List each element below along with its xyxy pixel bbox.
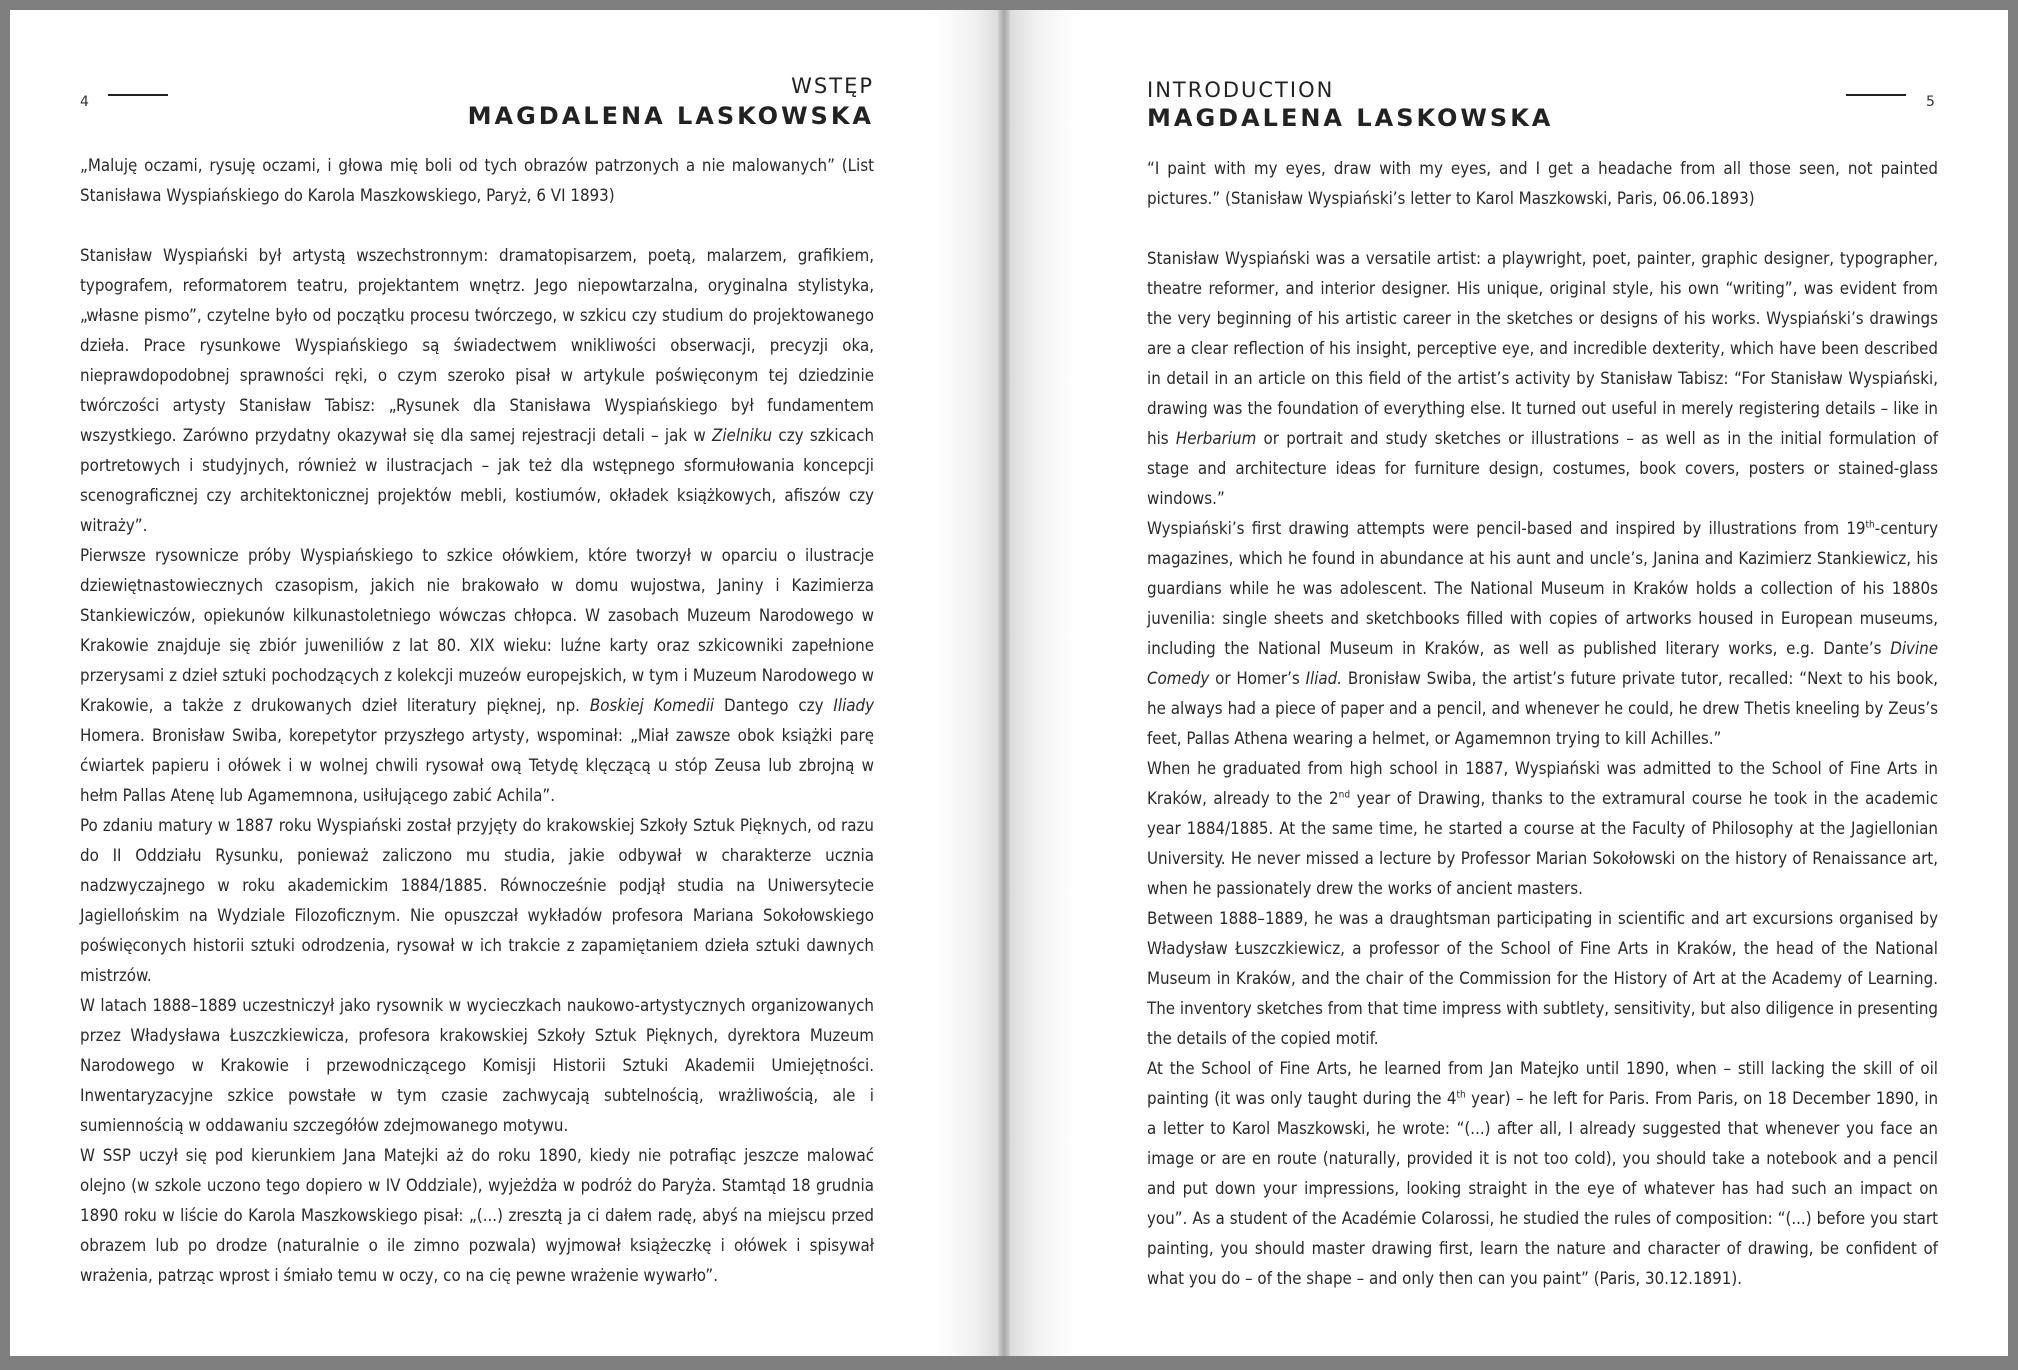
paragraph-4: W latach 1888–1889 uczestniczył jako rysownik w wycieczkach naukowo-artystycznych organizowanych przez Władysława Łuszczkiewicza, profesora krakowskiej Szkoły Sztuk Pięknych, dyrektora Muzeum Narodowego w Krakowie i przewodniczącego Komisji Historii Sztuki Akademii Umiejętności. Inwentaryzacyjne szkice powstałe w tym czasie zachwycają subtelnością, wrażliwością, ale i sumiennością w oddawaniu szczegółów zdejmowanego motywu. [80, 995, 874, 1135]
epigraph-quote: “I paint with my eyes, draw with my eyes, and I get a headache from all those seen, not painted pictures.” (Stanisław Wyspiański’s letter to Karol Maszkowski, Paris, 06.06.1893) [1147, 158, 1938, 208]
folio-rule [108, 94, 168, 96]
section-title: WSTĘP [791, 74, 874, 98]
book-spine [998, 10, 1010, 1356]
paragraph-2: Pierwsze rysownicze próby Wyspiańskiego to szkice ołówkiem, które tworzył w oparciu o ilustracje dziewiętnastowiecznych czasopism, jakich nie brakowało w domu wujostwa, Janiny i Kazimierza Stankiewiczów, opiekunów kilkunastoletniego wówczas chłopca. W zasobach Muzeum Narodowego w Krakowie znajduje się zbiór juweniliów z lat 80. XIX wieku: luźne karty oraz szkicowniki zapełnione przerysami z dzieł sztuki pochodzących z kolekcji muzeów europejskich, w tym i Muzeum Narodowego w Krakowie, a także z drukowanych dzieł literatury pięknej, np. Boskiej Komedii Dantego czy Iliady Homera. Bronisław Swiba, korepetytor przyszłego artysty, wspominał: „Miał zawsze obok książki parę ćwiartek papieru i ołówek i w wolnej chwili rysował ową Tetydę klęczącą u stóp Zeusa lub zbrojną w hełm Pallas Atenę lub Agamemnona, usiłującego zabić Achila”. [80, 545, 875, 805]
left-page [10, 10, 1004, 1356]
paragraph-1: Stanisław Wyspiański was a versatile artist: a playwright, poet, painter, graphic designer, typographer, theatre reformer, and interior designer. His unique, original style, his own “writing”, was evident from the very beginning of his artistic career in the sketches or designs of his works. Wyspiański’s drawings are a clear reflection of his insight, perceptive eye, and incredible dexterity, which have been described in detail in an article on this field of the artist’s activity by Stanisław Tabisz: “For Stanisław Wyspiański, drawing was the foundation of everything else. It turned out useful in merely registering details – like in his Herbarium or portrait and study sketches or illustrations – as well as in the initial formulation of stage and architecture ideas for furniture design, costumes, book covers, posters or stained-glass windows.” [1147, 248, 1939, 508]
section-title: INTRODUCTION [1147, 78, 1335, 102]
folio-rule [1846, 94, 1906, 96]
paragraph-2: Wyspiański’s first drawing attempts were pencil-based and inspired by illustrations from 19th-century magazines, which he found in abundance at his aunt and uncle’s, Janina and Kazimierz Stankiewicz, his guardians while he was adolescent. The National Museum in Kraków holds a collection of his 1880s juvenilia: single sheets and sketchbooks filled with copies of artworks housed in European museums, including the National Museum in Kraków, as well as published literary works, e.g. Dante’s Divine Comedy or Homer’s Iliad. Bronisław Swiba, the artist’s future private tutor, recalled: “Next to his book, he always had a piece of paper and a pencil, and whenever he could, he drew Thetis kneeling by Zeus’s feet, Pallas Athena wearing a helmet, or Agamemnon trying to kill Achilles.” [1147, 518, 1938, 748]
epigraph-quote: „Maluję oczami, rysuję oczami, i głowa mię boli od tych obrazów patrzonych a nie malowanych” (List Stanisława Wyspiańskiego do Karola Maszkowskiego, Paryż, 6 VI 1893) [80, 155, 874, 205]
paragraph-4: Between 1888–1889, he was a draughtsman participating in scientific and art excursions organised by Władysław Łuszczkiewicz, a professor of the School of Fine Arts in Kraków, the head of the National Museum in Kraków, and the chair of the Commission for the History of Art at the Academy of Learning. The inventory sketches from that time impress with subtlety, sensitivity, but also diligence in presenting the details of the copied motif. [1147, 908, 1938, 1048]
body-text-english [1147, 153, 1938, 1293]
author-name: MAGDALENA LASKOWSKA [467, 102, 874, 130]
paragraph-3: When he graduated from high school in 1887, Wyspiański was admitted to the School of Fine Arts in Kraków, already to the 2nd year of Drawing, thanks to the extramural course he took in the academic year 1884/1885. At the same time, he started a course at the Faculty of Philosophy at the Jagiellonian University. He never missed a lecture by Professor Marian Sokołowski on the history of Renaissance art, when he passionately drew the works of ancient masters. [1147, 758, 1939, 898]
page-number: 4 [80, 94, 89, 110]
paragraph-1: Stanisław Wyspiański był artystą wszechstronnym: dramatopisarzem, poetą, malarzem, grafikiem, typografem, reformatorem teatru, projektantem wnętrz. Jego niepowtarzalna, oryginalna stylistyka, „własne pismo”, czytelne było od początku procesu twórczego, w szkicu czy studium do projektowanego dzieła. Prace rysunkowe Wyspiańskiego są świadectwem wnikliwości obserwacji, precyzji oka, nieprawdopodobnej sprawności ręki, o czym szeroko pisał w artykule poświęconym tej dziedzinie twórczości artysty Stanisław Tabisz: „Rysunek dla Stanisława Wyspiańskiego był fundamentem wszystkiego. Zarówno przydatny okazywał się dla samej rejestracji detali – jak w Zielniku czy szkicach portretowych i studyjnych, również w ilustracjach – jak też dla wstępnego sformułowania koncepcji scenograficznej czy architektonicznej projektów mebli, kostiumów, okładek książkowych, afiszów czy witraży”. [80, 245, 875, 535]
author-name: MAGDALENA LASKOWSKA [1147, 104, 1554, 132]
paragraph-5: At the School of Fine Arts, he learned from Jan Matejko until 1890, when – still lacking the skill of oil painting (it was only taught during the 4th year) – he left for Paris. From Paris, on 18 December 1890, in a letter to Karol Maszkowski, he wrote: “(...) after all, I already suggested that whenever you face an image or are en route (naturally, provided it is not too cold), you should take a notebook and a pencil and put down your impressions, looking straight in the eye of whatever has had such an impact on you”. As a student of the Académie Colarossi, he studied the rules of composition: “(...) before you start painting, you should master drawing first, learn the nature and character of drawing, be confident of what you do – of the shape – and only then can you paint” (Paris, 30.12.1891). [1147, 1058, 1939, 1288]
body-text-polish [80, 150, 874, 1290]
paragraph-5: W SSP uczył się pod kierunkiem Jana Matejki aż do roku 1890, kiedy nie potrafiąc jeszcze malować olejno (w szkole uczono tego dopiero w IV Oddziale), wyjeżdża w podróż do Paryża. Stamtąd 18 grudnia 1890 roku w liście do Karola Maszkowskiego pisał: „(...) zresztą ja ci dałem radę, abyś na miejscu przed obrazem lub po drodze (naturalnie o ile zimno pozwala) wyjmował książeczkę i ołówek i spisywał wrażenia, patrząc wprost i śmiało temu w oczy, co na cię pewne wrażenie wywarło”. [80, 1145, 874, 1285]
right-page [1004, 10, 2008, 1356]
page-number: 5 [1926, 94, 1935, 110]
paragraph-3: Po zdaniu matury w 1887 roku Wyspiański został przyjęty do krakowskiej Szkoły Sztuk Pięknych, od razu do II Oddziału Rysunku, ponieważ zaliczono mu studia, jakie odbywał w charakterze ucznia nadzwyczajnego w roku akademickim 1884/1885. Równocześnie podjął studia na Uniwersytecie Jagiellońskim na Wydziale Filozoficznym. Nie opuszczał wykładów profesora Mariana Sokołowskiego poświęconych historii sztuki odrodzenia, rysował w ich trakcie z zapamiętaniem dzieła sztuki dawnych mistrzów. [80, 815, 874, 985]
